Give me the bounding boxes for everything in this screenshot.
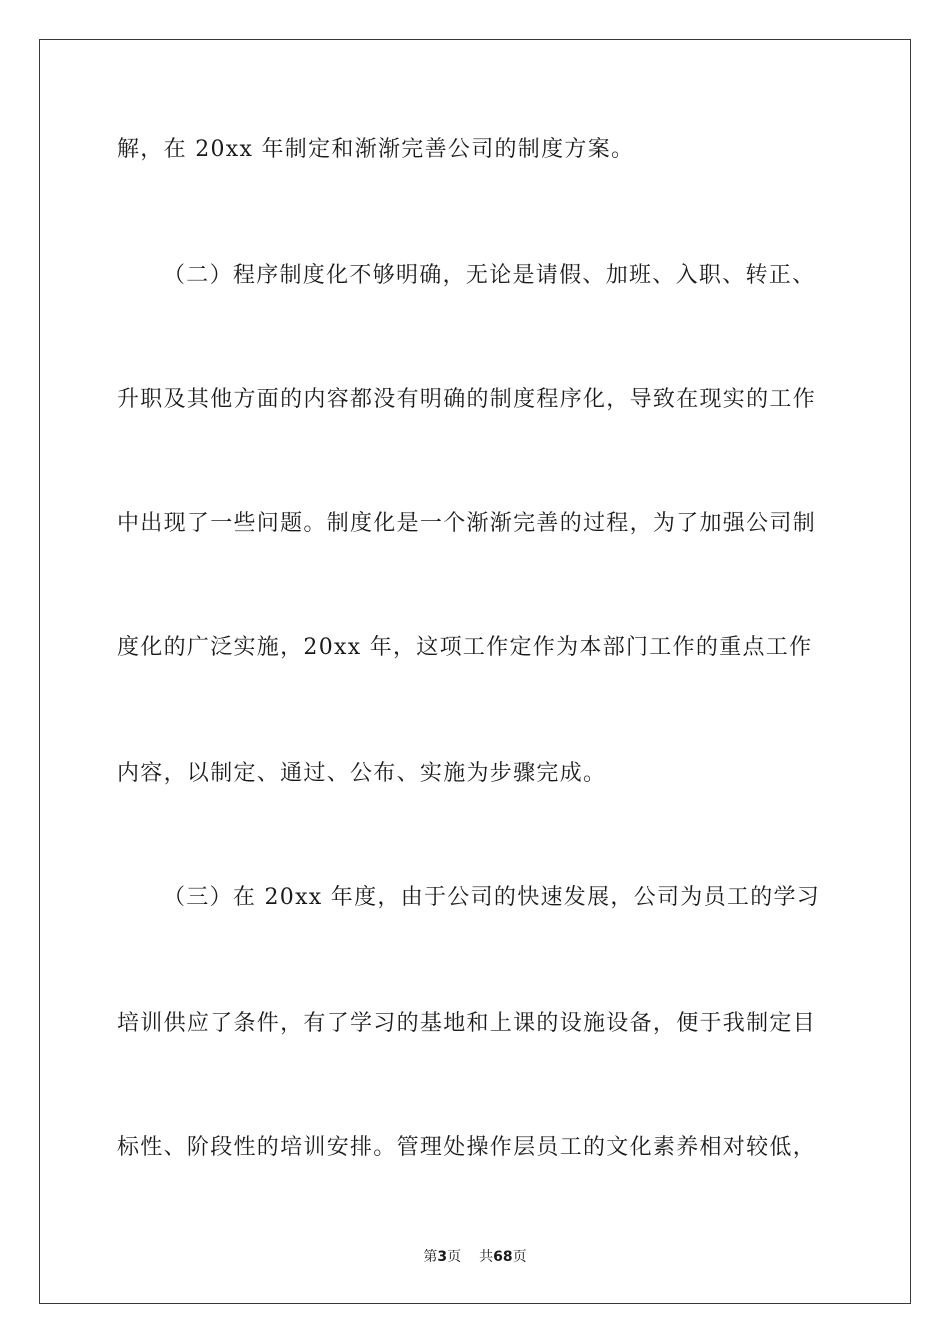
page-border [39,39,911,1304]
body-line-4: 中出现了一些问题。制度化是一个渐渐完善的过程，为了加强公司制 [117,511,817,536]
total-pages-prefix: 共 [479,1249,494,1265]
page-footer [0,1248,950,1266]
total-pages: 68 [493,1249,513,1265]
body-line-5: 度化的广泛实施，20xx 年，这项工作定作为本部门工作的重点工作 [117,635,813,660]
page-number-suffix: 页 [447,1249,462,1265]
body-line-1: 解，在 20xx 年制定和渐渐完善公司的制度方案。 [117,137,635,162]
page-number: 3 [437,1249,448,1265]
total-pages-suffix: 页 [512,1249,527,1265]
body-line-8: 培训供应了条件，有了学习的基地和上课的设施设备，便于我制定目 [117,1011,817,1036]
body-line-7: （三）在 20xx 年度，由于公司的快速发展，公司为员工的学习 [163,885,821,910]
page-number-prefix: 第 [423,1249,438,1265]
body-line-9: 标性、阶段性的培训安排。管理处操作层员工的文化素养相对较低， [117,1135,817,1160]
body-line-6: 内容，以制定、通过、公布、实施为步骤完成。 [117,761,607,786]
body-line-3: 升职及其他方面的内容都没有明确的制度程序化，导致在现实的工作 [117,387,817,412]
body-line-2: （二）程序制度化不够明确，无论是请假、加班、入职、转正、 [163,263,816,288]
